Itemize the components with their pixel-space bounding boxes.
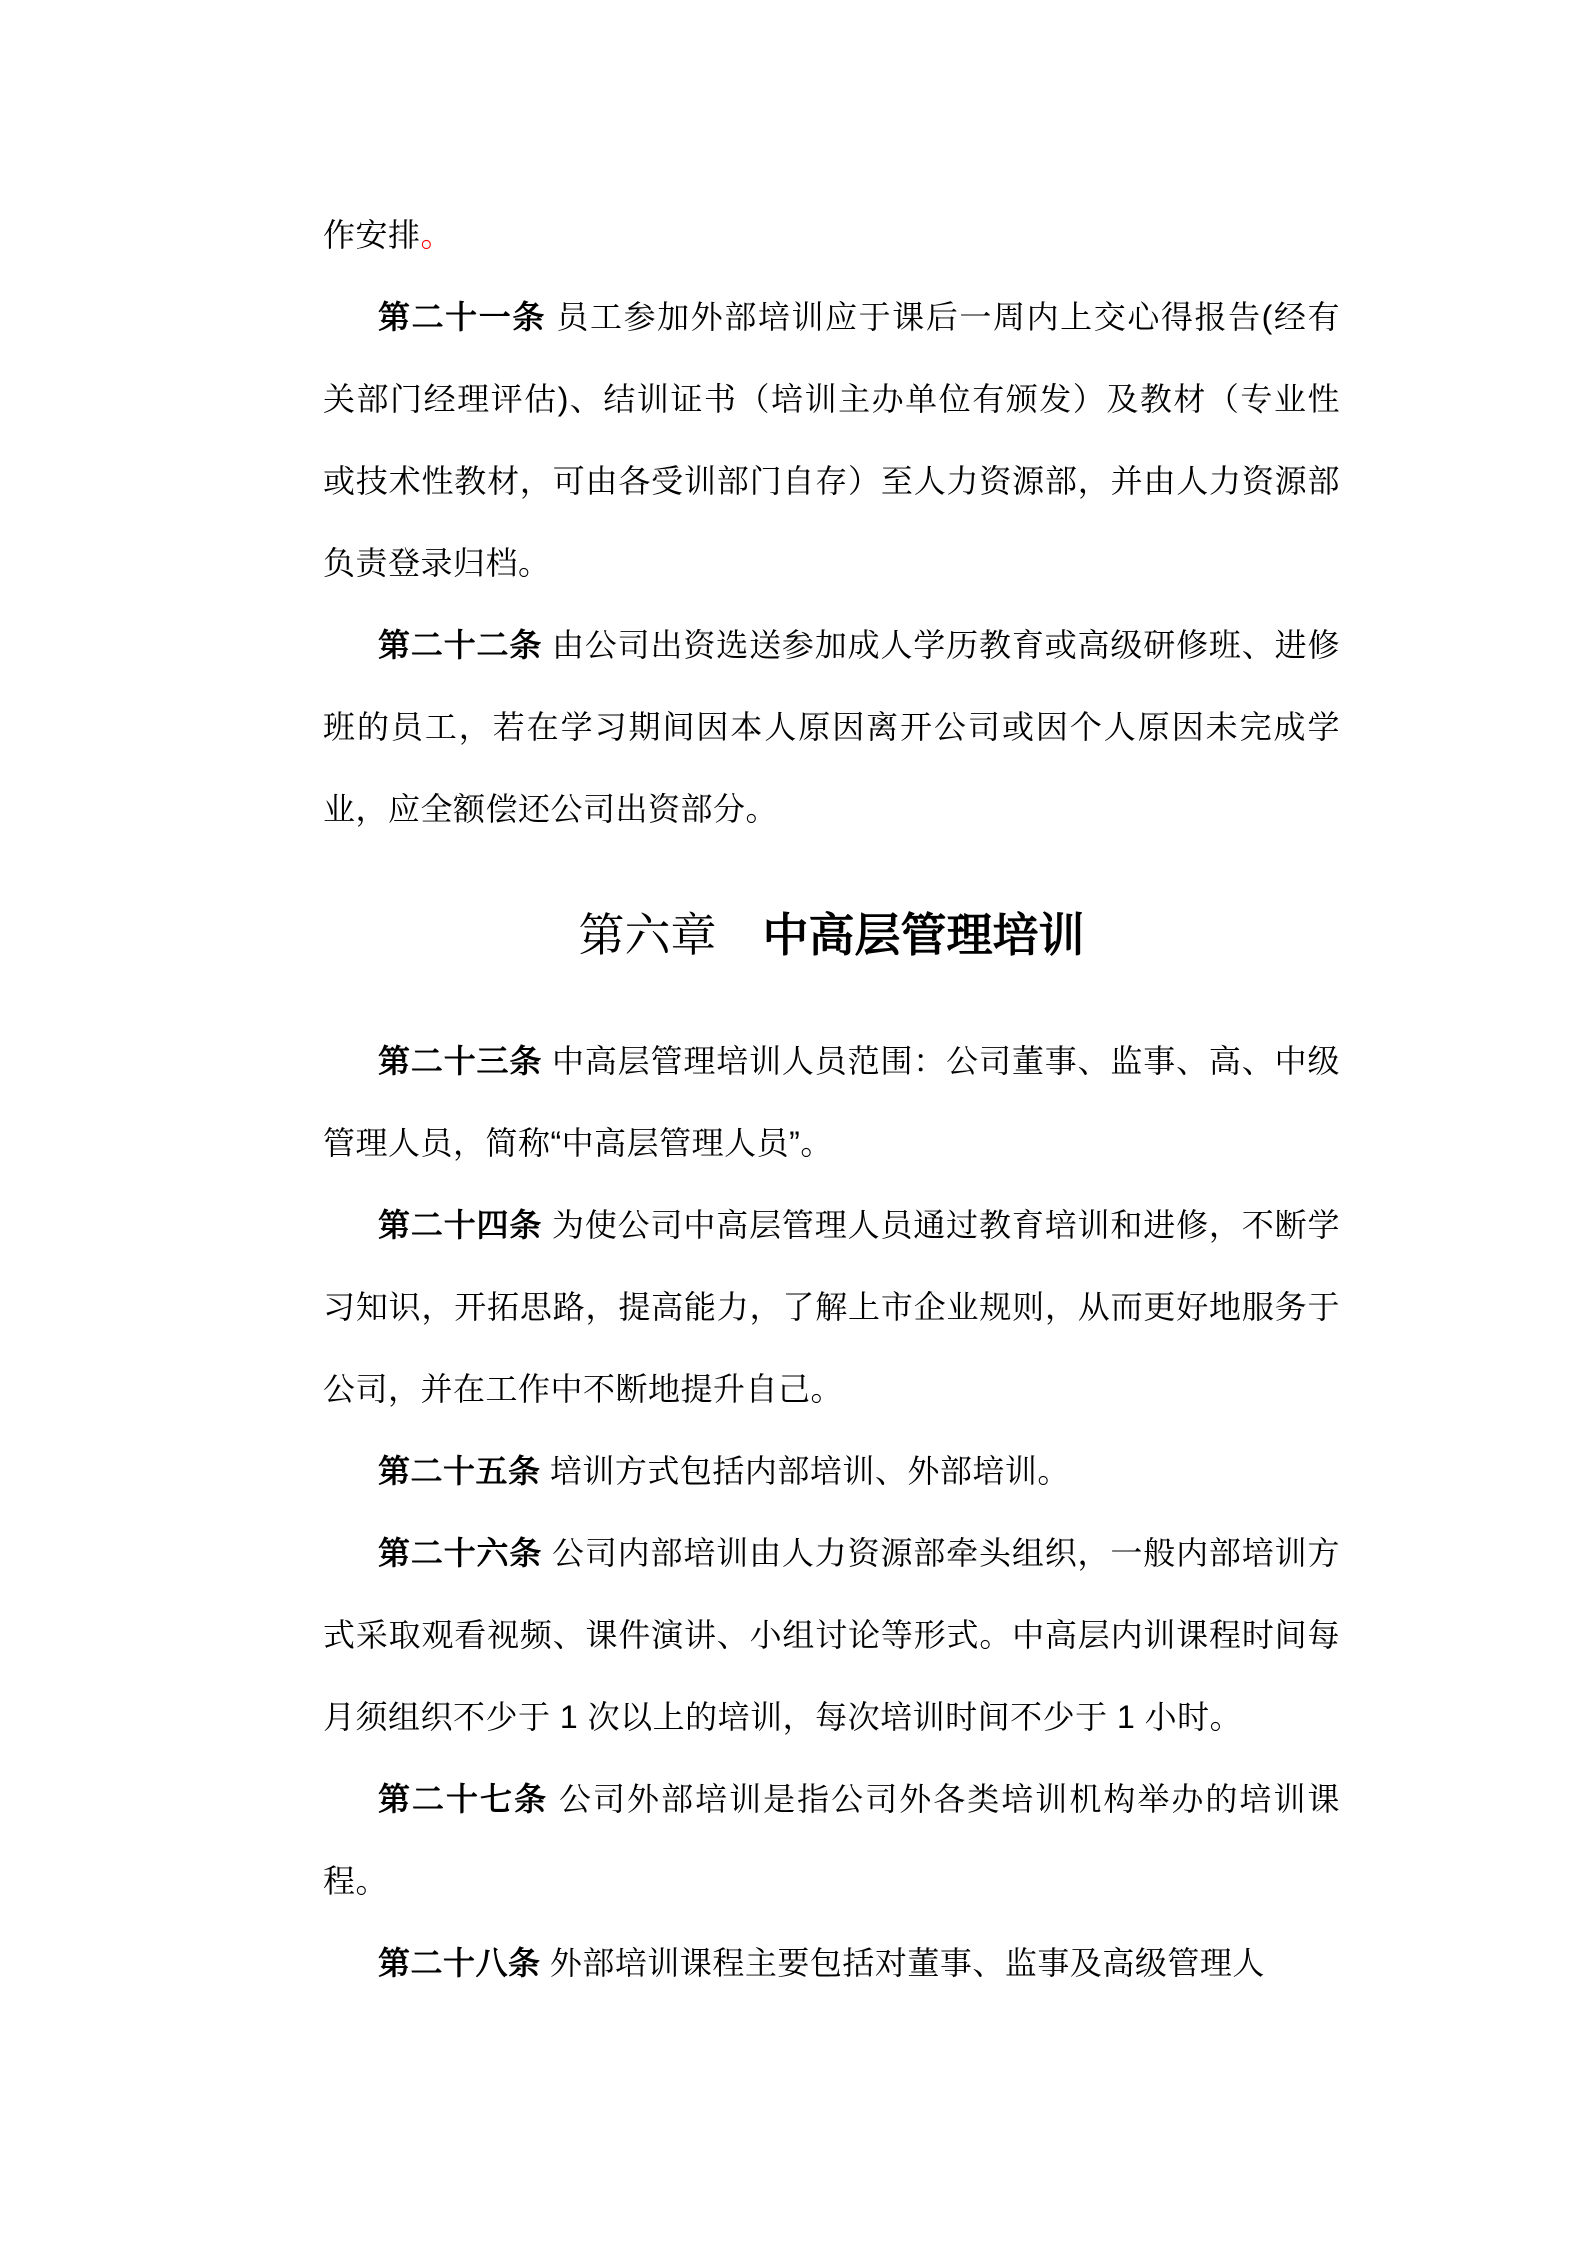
article-number: 第二十六条 (378, 1535, 552, 1571)
paragraph (323, 1922, 1340, 2004)
paragraph (323, 276, 1340, 604)
paragraph (323, 1512, 1340, 1758)
article-number: 中高层管理培训 (762, 909, 1085, 961)
text-run: 员工参加外部培训应于课后一周内上交心得报告(经有关部门经理评估)、结训证书（培训主办单位有颁发）及教材（专业性或技术性教材，可由各受训部门自存）至人力资源部，并由人力资源部负责登录归档。 (323, 299, 1340, 581)
text-run: 由公司出资选送参加成人学历教育或高级研修班、进修班的员工，若在学习期间因本人原因离开公司或因个人原因未完成学业，应全额偿还公司出资部分。 (323, 627, 1340, 827)
text-run: 公司内部培训由人力资源部牵头组织，一般内部培训方式采取观看视频、课件演讲、小组讨论等形式。中高层内训课程时间每月须组织不少于 1 次以上的培训，每次培训时间不少于 1 小时。 (323, 1535, 1340, 1735)
paragraph (323, 194, 1340, 276)
text-run: 。 (420, 217, 454, 253)
article-number: 第二十八条 (378, 1945, 550, 1981)
text-run (717, 909, 763, 961)
article-number: 第二十二条 (378, 627, 552, 663)
article-number: 第二十四条 (378, 1207, 552, 1243)
paragraph (323, 1430, 1340, 1512)
text-run: 外部培训课程主要包括对董事、监事及高级管理人 (549, 1945, 1265, 1981)
article-number: 第二十五条 (378, 1453, 550, 1489)
article-number: 第二十一条 (378, 299, 557, 335)
text-run: 第六章 (578, 910, 717, 961)
text-run: 作安排 (323, 217, 421, 253)
article-number: 第二十七条 (378, 1781, 560, 1817)
paragraph (323, 1020, 1340, 1184)
text-run: 为使公司中高层管理人员通过教育培训和进修，不断学习知识，开拓思路，提高能力，了解上市企业规则，从而更好地服务于公司，并在工作中不断地提升自己。 (323, 1207, 1340, 1407)
text-run: 培训方式包括内部培训、外部培训。 (549, 1453, 1070, 1489)
article-number: 第二十三条 (378, 1043, 552, 1079)
text-run: 公司外部培训是指公司外各类培训机构举办的培训课程。 (323, 1781, 1340, 1899)
document-body (323, 0, 1340, 2004)
paragraph (323, 604, 1340, 850)
chapter-heading (323, 850, 1340, 1020)
text-run: 中高层管理培训人员范围：公司董事、监事、高、中级管理人员，简称“中高层管理人员”。 (323, 1043, 1340, 1161)
paragraph (323, 1184, 1340, 1430)
paragraph (323, 1758, 1340, 1922)
